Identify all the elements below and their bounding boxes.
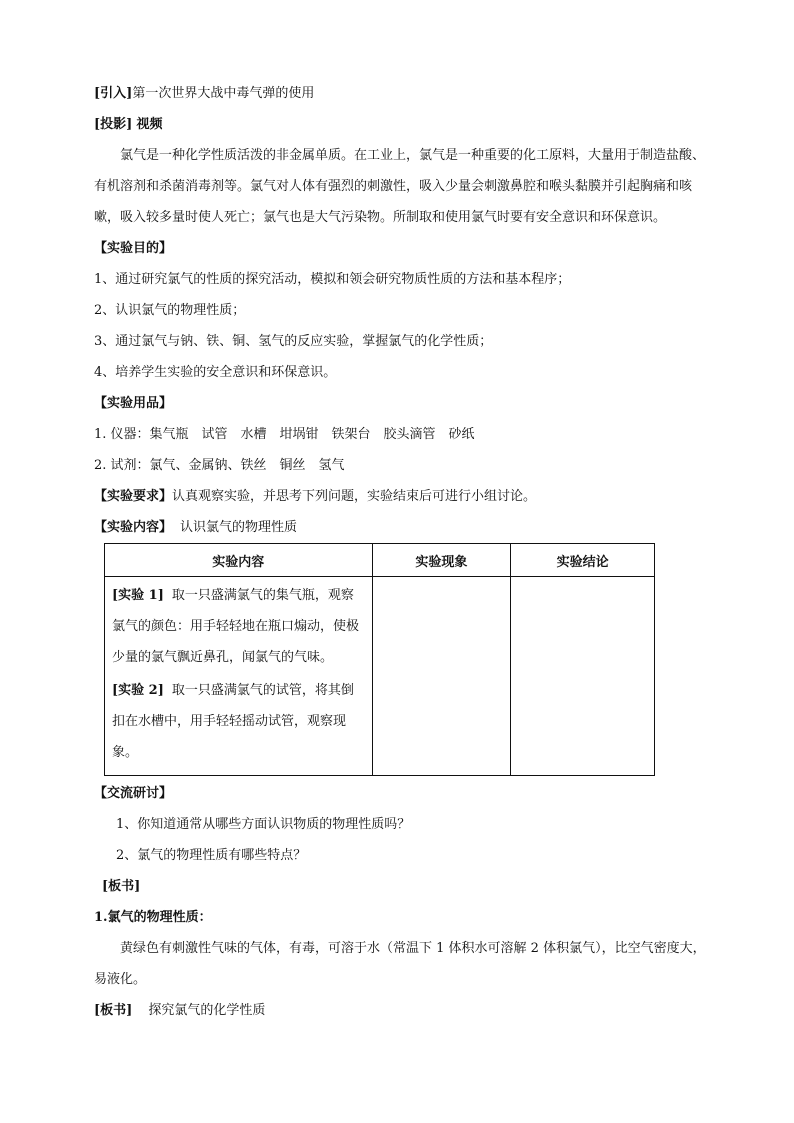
table-header: 实验内容: [105, 544, 373, 577]
supplies-reagents: 2. 试剂：氯气、金属钠、铁丝 铜丝 氢气: [94, 458, 345, 473]
discussion-heading: 【交流研讨】: [94, 786, 173, 801]
experiment-2-text: 取一只盛满氯气的试管，将其倒扣在水槽中，用手轻轻摇动试管，观察现象。: [112, 683, 354, 760]
experiment-1-tag: [实验 1]: [112, 588, 164, 603]
board-text-2: 探究氯气的化学性质: [148, 1003, 266, 1018]
intro-tag: [引入]: [94, 86, 133, 101]
table-row: [105, 577, 655, 776]
experiment-1-text: 取一只盛满氯气的集气瓶，观察氯气的颜色：用手轻轻地在瓶口煽动，使极少量的氯气飘近鼻孔，闻氯气的气味。: [112, 588, 360, 665]
discussion-question: 2、氯气的物理性质有哪些特点？: [116, 848, 307, 863]
intro-text: 第一次世界大战中毒气弹的使用: [132, 86, 315, 101]
board-line-2: [94, 995, 706, 1026]
objective-item: 3、通过氯气与钠、铁、铜、氢气的反应实验，掌握氯气的化学性质；: [94, 334, 493, 349]
requirements-text: 认真观察实验，并思考下列问题，实验结束后可进行小组讨论。: [172, 489, 537, 504]
objective-item: 2、认识氯气的物理性质；: [94, 303, 246, 318]
supplies-heading: 【实验用品】: [94, 396, 173, 411]
conclusion-cell: [511, 577, 655, 776]
physical-text: 黄绿色有刺激性气味的气体，有毒，可溶于水（常温下 1 体积水可溶解 2 体积氯气），比空气密度大，易液化。: [94, 941, 706, 987]
experiment-content-cell: [105, 577, 373, 776]
phenomenon-cell: [372, 577, 511, 776]
projection-line: [94, 109, 706, 140]
document-page: [94, 78, 706, 1026]
intro-line: [94, 78, 706, 109]
experiment-1: [106, 578, 371, 673]
experiment-2-tag: [实验 2]: [112, 683, 164, 698]
requirements-line: [94, 481, 706, 512]
projection-tag: [投影]: [94, 117, 133, 132]
projection-text: 视频: [136, 117, 163, 132]
intro-paragraph: 氯气是一种化学性质活泼的非金属单质。在工业上，氯气是一种重要的化工原料，大量用于制造盐酸、有机溶剂和杀菌消毒剂等。氯气对人体有强烈的刺激性，吸入少量会刺激鼻腔和喉头黏膜并引起胸痛和咳嗽，吸入较多量时使人死亡；氯气也是大气污染物。所制取和使用氯气时要有安全意识和环保意识。: [94, 148, 706, 225]
content-line: [94, 512, 706, 543]
board-tag-1: [板书]: [102, 879, 141, 894]
content-text: 认识氯气的物理性质: [180, 520, 298, 535]
supplies-instruments: 1. 仪器：集气瓶 试管 水槽 坩埚钳 铁架台 胶头滴管 砂纸: [94, 427, 475, 442]
requirements-heading: 【实验要求】: [94, 489, 173, 504]
objective-item: 4、培养学生实验的安全意识和环保意识。: [94, 365, 337, 380]
table-header: 实验现象: [372, 544, 511, 577]
table-header: 实验结论: [511, 544, 655, 577]
discussion-question: 1、你知道通常从哪些方面认识物质的物理性质吗？: [116, 817, 411, 832]
experiment-table: [104, 543, 655, 776]
objective-item: 1、通过研究氯气的性质的探究活动，模拟和领会研究物质性质的方法和基本程序；: [94, 272, 571, 287]
board-tag-2: [板书]: [94, 1003, 133, 1018]
experiment-2: [106, 673, 371, 768]
content-heading: 【实验内容】: [94, 520, 173, 535]
objectives-heading: 【实验目的】: [94, 241, 173, 256]
table-header-row: [105, 544, 655, 577]
physical-heading: 1.氯气的物理性质：: [94, 910, 212, 925]
